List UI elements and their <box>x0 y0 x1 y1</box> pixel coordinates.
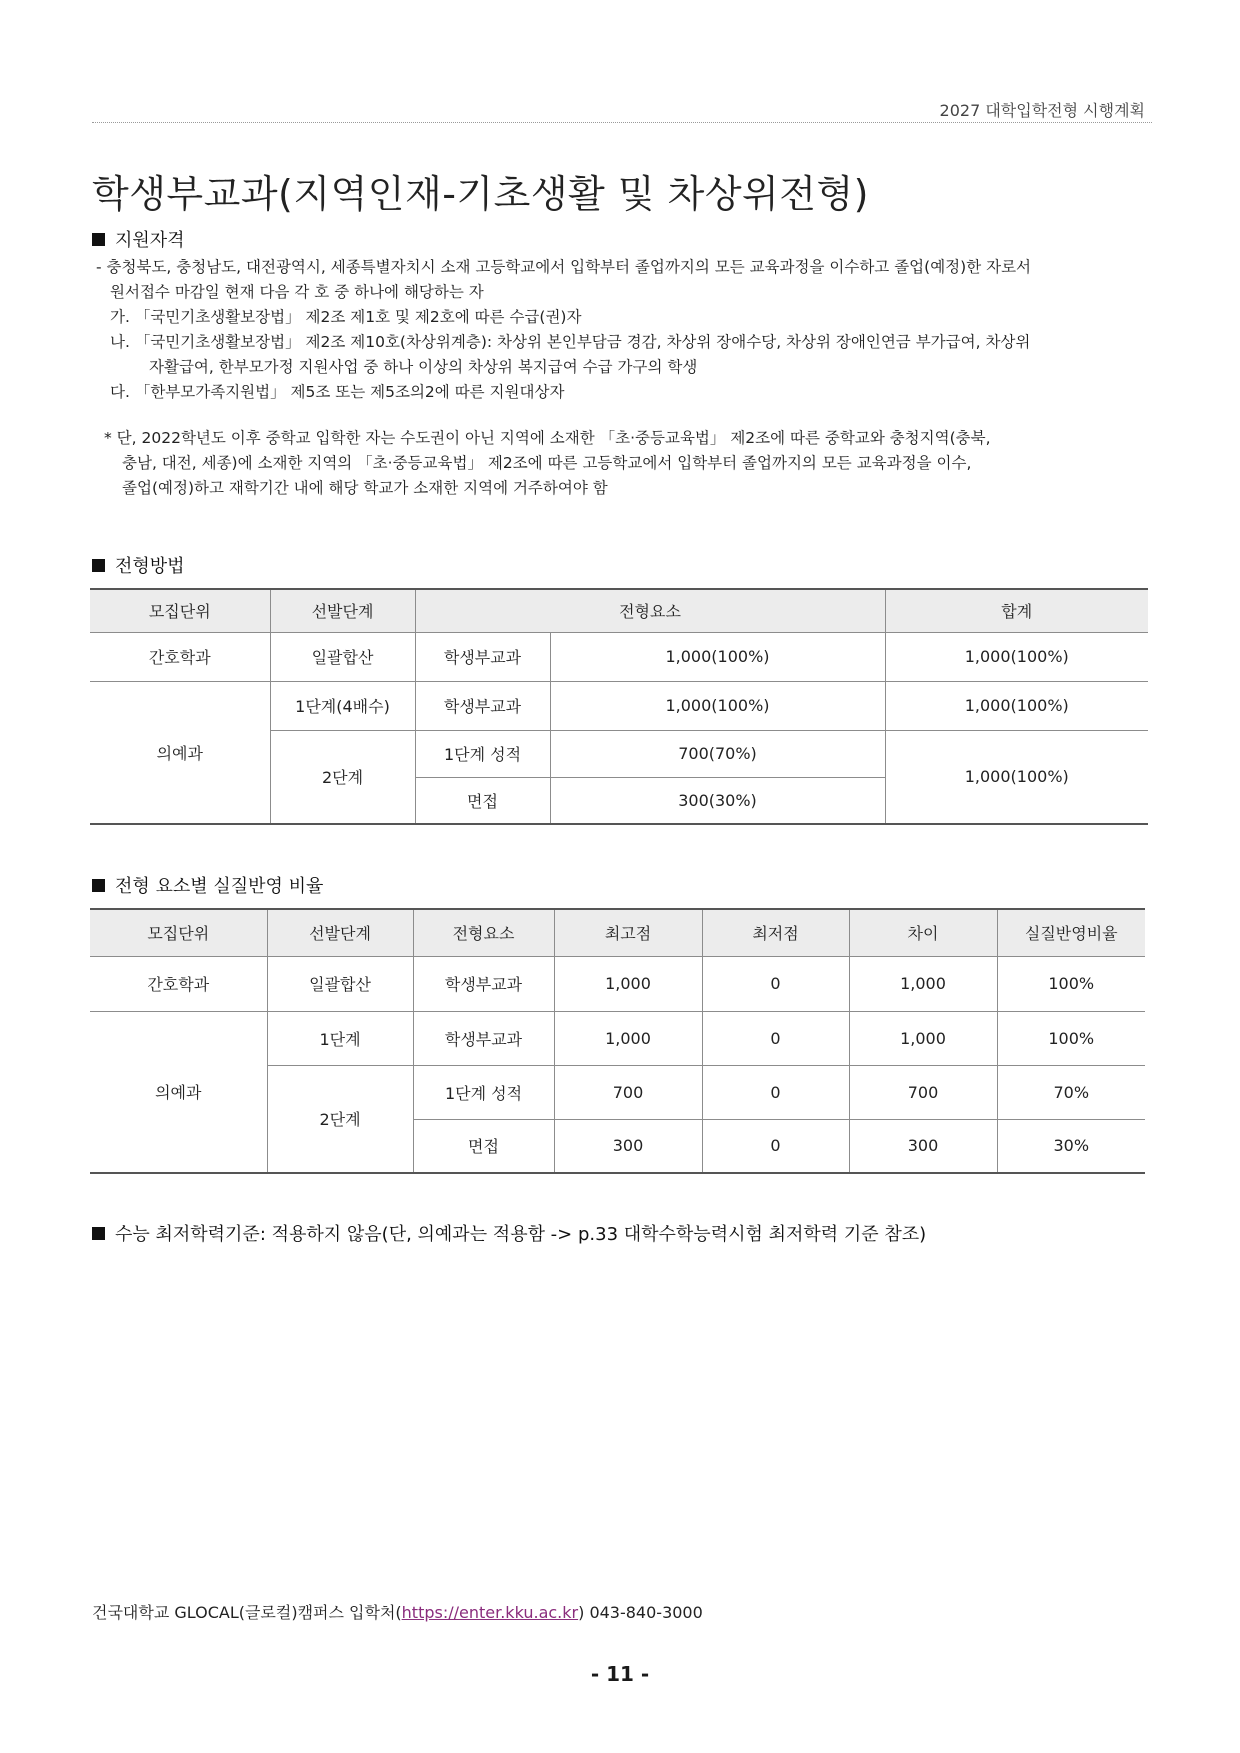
table-cell: 70% <box>997 1065 1145 1119</box>
table-cell: 100% <box>997 1011 1145 1065</box>
footer-prefix: 건국대학교 GLOCAL(글로컬)캠퍼스 입학처( <box>92 1603 402 1622</box>
eligibility-note-line: 졸업(예정)하고 재학기간 내에 해당 학교가 소재한 지역에 거주하여야 함 <box>122 479 608 497</box>
header-cell: 합계 <box>885 589 1148 632</box>
table-header-row <box>90 589 1148 632</box>
table-cell: 1단계(4배수) <box>270 681 415 730</box>
header-cell: 최고점 <box>554 909 702 956</box>
eligibility-line: - 충청북도, 충청남도, 대전광역시, 세종특별자치시 소재 고등학교에서 입학부터 졸업까지의 모든 교육과정을 이수하고 졸업(예정)한 자로서 <box>96 258 1032 276</box>
square-bullet-icon <box>92 559 105 572</box>
table-cell: 0 <box>702 1011 849 1065</box>
table-cell: 30% <box>997 1119 1145 1173</box>
table-cell: 학생부교과 <box>415 681 550 730</box>
header-cell: 전형요소 <box>413 909 554 956</box>
footer-suffix: ) 043-840-3000 <box>578 1603 703 1622</box>
table-cell: 1,000 <box>554 1011 702 1065</box>
section-ratio-heading: 전형 요소별 실질반영 비율 <box>92 872 323 898</box>
header-cell: 선발단계 <box>267 909 413 956</box>
table-row <box>90 632 1148 681</box>
table-cell: 0 <box>702 1065 849 1119</box>
table-cell: 0 <box>702 956 849 1011</box>
table-row <box>90 681 1148 730</box>
table-cell: 1,000(100%) <box>550 632 885 681</box>
header-cell: 최저점 <box>702 909 849 956</box>
ratio-table <box>90 908 1145 1174</box>
header-cell: 실질반영비율 <box>997 909 1145 956</box>
table-cell: 일괄합산 <box>270 632 415 681</box>
table-cell: 간호학과 <box>90 956 267 1011</box>
table-cell: 1,000(100%) <box>885 681 1148 730</box>
table-cell: 1단계 <box>267 1011 413 1065</box>
table-cell: 학생부교과 <box>413 956 554 1011</box>
table-cell: 1,000 <box>849 1011 997 1065</box>
eligibility-line: 다. 「한부모가족지원법」 제5조 또는 제5조의2에 따른 지원대상자 <box>110 383 565 401</box>
table-cell: 700(70%) <box>550 730 885 777</box>
table-cell: 1,000(100%) <box>885 632 1148 681</box>
eligibility-line: 나. 「국민기초생활보장법」 제2조 제10호(차상위계층): 차상위 본인부담금 경감, 차상위 장애수당, 차상위 장애인연금 부가급여, 차상위 <box>110 333 1031 351</box>
table-cell: 일괄합산 <box>267 956 413 1011</box>
header-cell: 선발단계 <box>270 589 415 632</box>
square-bullet-icon <box>92 233 105 246</box>
section-eligibility-heading: 지원자격 <box>92 226 185 252</box>
header-cell: 모집단위 <box>90 589 270 632</box>
eligibility-note-line: 충남, 대전, 세종)에 소재한 지역의 「초·중등교육법」 제2조에 따른 고등학교에서 입학부터 졸업까지의 모든 교육과정을 이수, <box>122 454 972 472</box>
table-header-row <box>90 909 1145 956</box>
header-divider <box>92 122 1152 123</box>
page-title: 학생부교과(지역인재-기초생활 및 차상위전형) <box>92 172 869 217</box>
eligibility-line: 가. 「국민기초생활보장법」 제2조 제1호 및 제2호에 따른 수급(권)자 <box>110 308 582 326</box>
table-cell: 300 <box>554 1119 702 1173</box>
eligibility-line: 원서접수 마감일 현재 다음 각 호 중 하나에 해당하는 자 <box>110 283 484 301</box>
header-cell: 모집단위 <box>90 909 267 956</box>
csat-label: 수능 최저학력기준: <box>115 1224 266 1245</box>
document-header-title: 2027 대학입학전형 시행계획 <box>939 101 1145 120</box>
table-row <box>90 1011 1145 1065</box>
table-cell: 1,000(100%) <box>550 681 885 730</box>
csat-text: 적용하지 않음(단, 의예과는 적용함 -> p.33 대학수학능력시험 최저학력 기준 참조) <box>271 1224 927 1245</box>
table-cell: 1단계 성적 <box>415 730 550 777</box>
table-cell: 학생부교과 <box>413 1011 554 1065</box>
admissions-website-link[interactable]: https://enter.kku.ac.kr <box>401 1603 579 1622</box>
table-cell: 1,000 <box>554 956 702 1011</box>
table-cell: 1,000(100%) <box>885 730 1148 824</box>
table-cell: 700 <box>849 1065 997 1119</box>
section-csat-minimum <box>92 1220 926 1246</box>
table-cell: 의예과 <box>90 1011 267 1173</box>
table-cell: 면접 <box>413 1119 554 1173</box>
table-cell: 2단계 <box>267 1065 413 1173</box>
table-cell: 학생부교과 <box>415 632 550 681</box>
footer-contact <box>92 1600 703 1623</box>
table-cell: 700 <box>554 1065 702 1119</box>
table-cell: 간호학과 <box>90 632 270 681</box>
table-cell: 면접 <box>415 777 550 824</box>
section-method-heading: 전형방법 <box>92 552 185 578</box>
table-cell: 300(30%) <box>550 777 885 824</box>
header-cell: 차이 <box>849 909 997 956</box>
square-bullet-icon <box>92 1227 105 1240</box>
eligibility-line: 자활급여, 한부모가정 지원사업 중 하나 이상의 차상위 복지급여 수급 가구의 학생 <box>149 358 698 376</box>
table-cell: 의예과 <box>90 681 270 824</box>
square-bullet-icon <box>92 879 105 892</box>
page-number: - 11 - <box>590 1662 650 1686</box>
table-cell: 1,000 <box>849 956 997 1011</box>
header-cell: 전형요소 <box>415 589 885 632</box>
table-cell: 1단계 성적 <box>413 1065 554 1119</box>
table-cell: 2단계 <box>270 730 415 824</box>
table-row <box>90 956 1145 1011</box>
table-cell: 100% <box>997 956 1145 1011</box>
method-table <box>90 588 1148 825</box>
table-cell: 0 <box>702 1119 849 1173</box>
eligibility-note-line: * 단, 2022학년도 이후 중학교 입학한 자는 수도권이 아닌 지역에 소재한 「초·중등교육법」 제2조에 따른 중학교와 충청지역(충북, <box>104 429 991 447</box>
table-cell: 300 <box>849 1119 997 1173</box>
